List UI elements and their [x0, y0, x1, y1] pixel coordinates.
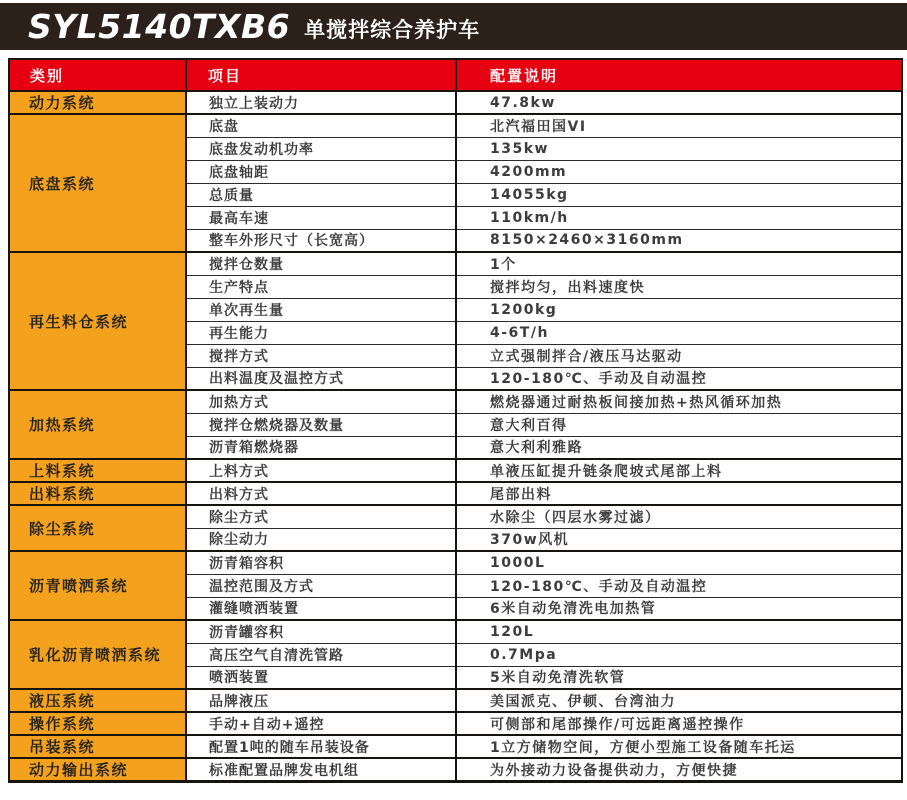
value-cell: 美国派克、伊顿、台湾油力 — [456, 689, 902, 712]
item-cell: 搅拌方式 — [186, 344, 456, 367]
item-cell: 上料方式 — [186, 459, 456, 482]
category-cell: 再生料仓系统 — [9, 252, 186, 390]
item-cell: 灌缝喷洒装置 — [186, 597, 456, 620]
value-cell: 6米自动免清洗电加热管 — [456, 597, 902, 620]
value-cell: 120L — [456, 620, 902, 643]
category-cell: 动力输出系统 — [9, 758, 186, 782]
item-cell: 再生能力 — [186, 321, 456, 344]
item-cell: 最高车速 — [186, 206, 456, 229]
item-cell: 配置1吨的随车吊装设备 — [186, 735, 456, 758]
category-cell: 出料系统 — [9, 482, 186, 505]
spec-row — [9, 758, 902, 782]
value-cell: 135kw — [456, 137, 902, 160]
spec-row — [9, 712, 902, 735]
spec-row — [9, 252, 902, 275]
spec-row — [9, 551, 902, 574]
value-cell: 尾部出料 — [456, 482, 902, 505]
value-cell: 水除尘（四层水雾过滤） — [456, 505, 902, 528]
value-cell: 1立方储物空间，方便小型施工设备随车托运 — [456, 735, 902, 758]
value-cell: 立式强制拌合/液压马达驱动 — [456, 344, 902, 367]
item-cell: 出料温度及温控方式 — [186, 367, 456, 390]
spec-row — [9, 459, 902, 482]
item-cell: 独立上装动力 — [186, 91, 456, 114]
category-cell: 底盘系统 — [9, 114, 186, 252]
item-cell: 品牌液压 — [186, 689, 456, 712]
value-cell: 120-180℃、手动及自动温控 — [456, 367, 902, 390]
spec-row — [9, 482, 902, 505]
item-cell: 底盘发动机功率 — [186, 137, 456, 160]
value-cell: 4-6T/h — [456, 321, 902, 344]
spec-row — [9, 91, 902, 114]
column-header-spec: 配置说明 — [456, 59, 902, 91]
category-cell: 加热系统 — [9, 390, 186, 459]
item-cell: 底盘 — [186, 114, 456, 137]
item-cell: 除尘动力 — [186, 528, 456, 551]
item-cell: 喷洒装置 — [186, 666, 456, 689]
value-cell: 120-180℃、手动及自动温控 — [456, 574, 902, 597]
spec-row — [9, 689, 902, 712]
column-header-item: 项目 — [186, 59, 456, 91]
header-row — [9, 59, 902, 91]
value-cell: 为外接动力设备提供动力，方便快捷 — [456, 758, 902, 782]
category-cell: 操作系统 — [9, 712, 186, 735]
category-cell: 乳化沥青喷洒系统 — [9, 620, 186, 689]
value-cell: 110km/h — [456, 206, 902, 229]
item-cell: 手动+自动+遥控 — [186, 712, 456, 735]
item-cell: 高压空气自清洗管路 — [186, 643, 456, 666]
item-cell: 底盘轴距 — [186, 160, 456, 183]
value-cell: 1个 — [456, 252, 902, 275]
item-cell: 沥青罐容积 — [186, 620, 456, 643]
category-cell: 动力系统 — [9, 91, 186, 114]
column-header-category: 类别 — [9, 59, 186, 91]
product-model: SYL5140TXB6 — [28, 7, 291, 46]
spec-row — [9, 505, 902, 528]
item-cell: 搅拌仓数量 — [186, 252, 456, 275]
value-cell: 意大利百得 — [456, 413, 902, 436]
item-cell: 单次再生量 — [186, 298, 456, 321]
value-cell: 4200mm — [456, 160, 902, 183]
spec-row — [9, 390, 902, 413]
item-cell: 沥青箱燃烧器 — [186, 436, 456, 459]
category-cell: 液压系统 — [9, 689, 186, 712]
spec-row — [9, 620, 902, 643]
item-cell: 总质量 — [186, 183, 456, 206]
item-cell: 出料方式 — [186, 482, 456, 505]
item-cell: 温控范围及方式 — [186, 574, 456, 597]
item-cell: 整车外形尺寸（长宽高） — [186, 229, 456, 252]
value-cell: 14055kg — [456, 183, 902, 206]
title-bar — [0, 3, 907, 50]
item-cell: 加热方式 — [186, 390, 456, 413]
category-cell: 吊装系统 — [9, 735, 186, 758]
value-cell: 8150×2460×3160mm — [456, 229, 902, 252]
spec-row — [9, 114, 902, 137]
category-cell: 上料系统 — [9, 459, 186, 482]
value-cell: 燃烧器通过耐热板间接加热+热风循环加热 — [456, 390, 902, 413]
value-cell: 5米自动免清洗软管 — [456, 666, 902, 689]
value-cell: 1000L — [456, 551, 902, 574]
item-cell: 搅拌仓燃烧器及数量 — [186, 413, 456, 436]
product-subtitle: 单搅拌综合养护车 — [304, 17, 481, 42]
value-cell: 搅拌均匀，出料速度快 — [456, 275, 902, 298]
value-cell: 单液压缸提升链条爬坡式尾部上料 — [456, 459, 902, 482]
value-cell: 意大利利雅路 — [456, 436, 902, 459]
value-cell: 北汽福田国VI — [456, 114, 902, 137]
spec-row — [9, 735, 902, 758]
item-cell: 生产特点 — [186, 275, 456, 298]
category-cell: 除尘系统 — [9, 505, 186, 551]
item-cell: 标准配置品牌发电机组 — [186, 758, 456, 782]
value-cell: 370w风机 — [456, 528, 902, 551]
spec-table — [8, 58, 903, 783]
category-cell: 沥青喷洒系统 — [9, 551, 186, 620]
value-cell: 可侧部和尾部操作/可远距离遥控操作 — [456, 712, 902, 735]
value-cell: 47.8kw — [456, 91, 902, 114]
item-cell: 沥青箱容积 — [186, 551, 456, 574]
value-cell: 1200kg — [456, 298, 902, 321]
value-cell: 0.7Mpa — [456, 643, 902, 666]
item-cell: 除尘方式 — [186, 505, 456, 528]
